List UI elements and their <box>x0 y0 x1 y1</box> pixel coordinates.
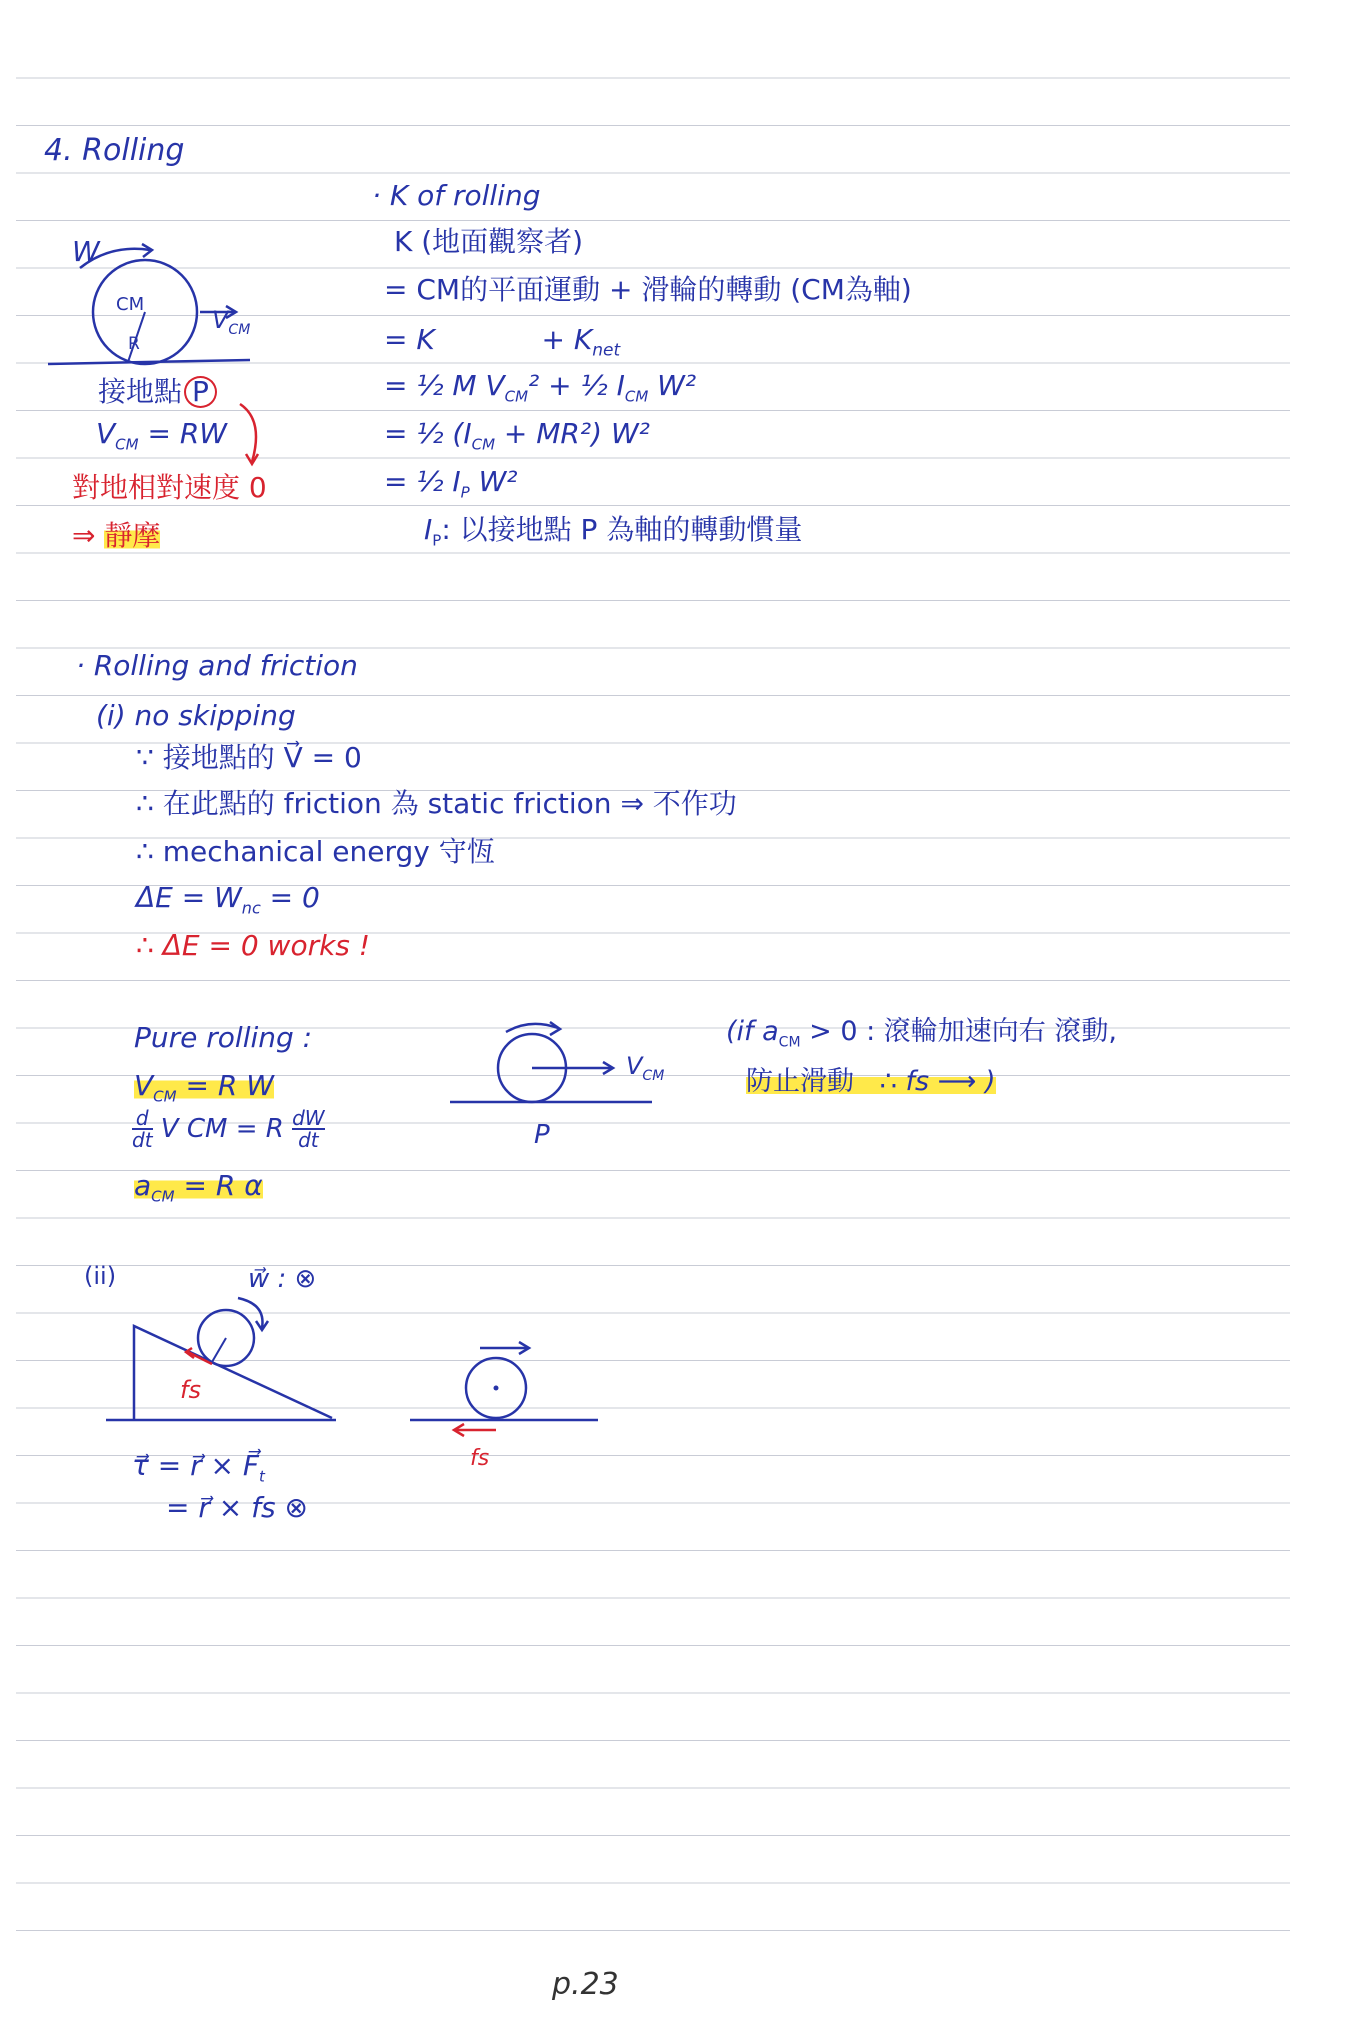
pure-rolling-eq1: $V_{CM} = R$ W <box>134 1069 274 1106</box>
incline-friction-label: fs <box>180 1376 201 1404</box>
friction-step5: ∴ ΔE = 0 works ! <box>136 929 371 962</box>
omega-label: W <box>72 235 100 268</box>
incline-figure <box>100 1290 360 1430</box>
rotation-arrow-icon <box>506 1024 558 1032</box>
incline-triangle <box>134 1326 332 1420</box>
k-line6: $I_P$: 以接地點 P 為軸的轉動慣量 <box>424 513 803 550</box>
pure-rolling-velocity-label: $V_{CM}$ <box>626 1052 665 1084</box>
flat-ball-figure <box>400 1330 610 1440</box>
ball-center <box>494 1386 499 1391</box>
relative-velocity-note: 對地相對速度 0 <box>72 471 267 504</box>
pure-rolling-note-line2: 防止滑動 ∴ fs ⟶ ) <box>746 1066 996 1097</box>
case-two-heading: (ii) <box>84 1262 117 1290</box>
friction-step2: ∴ 在此點的 friction 為 static friction ⇒ 不作功 <box>136 787 737 820</box>
friction-step4: $\Delta E = W_{nc} = 0$ <box>136 881 320 918</box>
friction-step3: ∴ mechanical energy 守恆 <box>136 835 495 868</box>
friction-step1: ∵ 接地點的 V⃗ = 0 <box>136 741 362 774</box>
k-line4: = ½ $(I_{CM} + MR^2)$ W² <box>384 417 650 454</box>
flat-friction-label: fs <box>470 1446 490 1471</box>
k-heading: · K of rolling <box>372 179 541 212</box>
k-line5: = ½ $I_P$ W² <box>384 465 518 502</box>
contact-point-circled: P <box>184 376 217 408</box>
k-line2: = K + $K_{net}$ <box>384 323 621 361</box>
friction-arrow-icon <box>188 1352 212 1364</box>
radius-label: R <box>128 334 140 354</box>
contact-point-text: 接地點 P <box>98 376 217 408</box>
page-number: p.23 <box>552 1967 619 2002</box>
omega-direction-label: w⃗ : ⊗ <box>248 1264 317 1294</box>
wheel-velocity-label: $V_{CM}$ <box>212 306 251 338</box>
friction-heading: · Rolling and friction <box>76 649 358 682</box>
pure-rolling-eq2: $\frac{d}{dt}$ V CM = R $\frac{dW}{dt}$ <box>132 1106 325 1152</box>
pure-rolling-heading: Pure rolling : <box>134 1021 313 1054</box>
ball-radius-line <box>212 1338 226 1362</box>
pure-rolling-eq3: $a_{CM} = R$ α <box>134 1169 263 1206</box>
red-hook-arrow-icon <box>236 400 276 470</box>
torque-line1: τ⃗ = r⃗ × $F⃗_t$ <box>132 1449 265 1486</box>
static-friction-conclusion: ⇒ 靜摩 <box>72 519 161 552</box>
k-label: K (地面觀察者) <box>394 225 584 258</box>
pure-rolling-note-line1: (if $a_{CM} > 0$ : 滾輪加速向右 滾動, <box>726 1016 1117 1051</box>
k-line3: = ½ M $V_{CM}^2$ + ½ $I_{CM}$ W² <box>384 369 697 406</box>
case-one-heading: (i) no skipping <box>96 699 296 732</box>
vcm-relation: $V_{CM}$ = RW <box>96 417 227 454</box>
cm-label: CM <box>116 294 145 315</box>
torque-line2: = r⃗ × fs ⊗ <box>166 1491 308 1524</box>
k-line1: = CM的平面運動 + 滑輪的轉動 (CM為軸) <box>384 273 912 306</box>
pure-rolling-contact-label: P <box>534 1120 550 1150</box>
section-title: 4. Rolling <box>44 133 185 168</box>
